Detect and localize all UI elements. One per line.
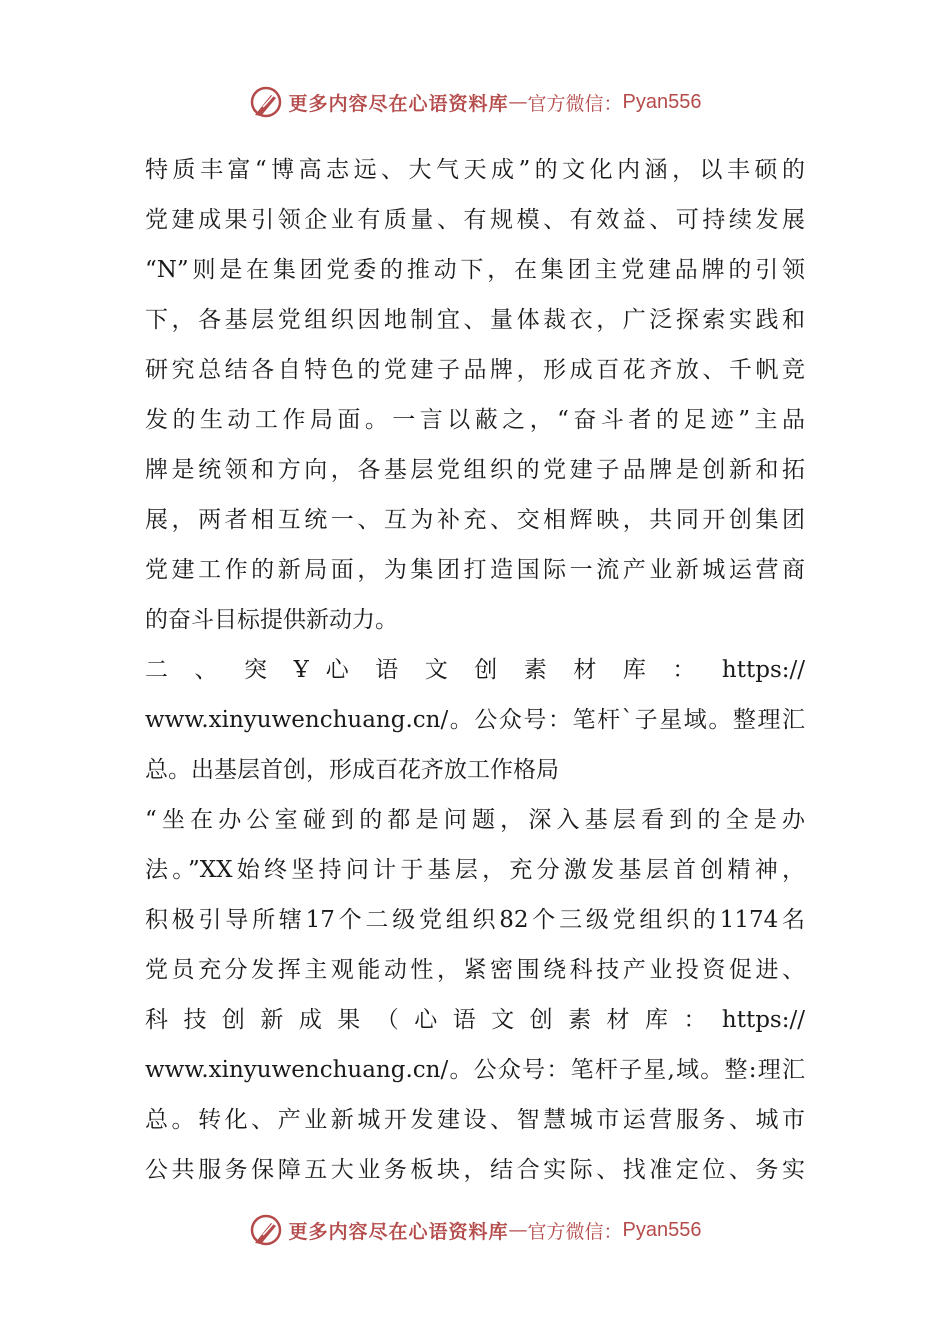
- footer-text: 更多内容尽在心语资料库: [288, 1220, 509, 1243]
- header-text: 更多内容尽在心语资料库: [288, 92, 509, 115]
- header-wechat-label: 官方微信：: [527, 92, 623, 115]
- header-banner: [0, 82, 950, 122]
- footer-banner: [0, 1210, 950, 1250]
- body-line: 法。”XX始终坚持问计于基层，充分激发基层首创精神，: [145, 857, 805, 883]
- footer-wechat-id: Pyan556: [622, 1218, 702, 1241]
- body-line: 特质丰富“博高志远、大气天成”的文化内涵，以丰硕的: [145, 157, 805, 183]
- footer-wechat-label: 官方微信：: [527, 1220, 623, 1243]
- body-line: 研究总结各自特色的党建子品牌，形成百花齐放、千帆竞: [145, 357, 805, 383]
- body-line: 发的生动工作局面。一言以蔽之，“奋斗者的足迹”主品: [145, 407, 805, 433]
- pen-logo-icon: [249, 85, 283, 119]
- body-line: 党建工作的新局面，为集团打造国际一流产业新城运营商: [145, 557, 805, 583]
- body-line: 的奋斗目标提供新动力。: [145, 607, 398, 633]
- header-wechat-id: Pyan556: [622, 90, 702, 113]
- section-heading-line: 二 、 突 Ұ 心 语 文 创 素 材 库 ： https://: [145, 657, 805, 683]
- body-line: 党员充分发挥主观能动性，紧密围绕科技产业投资促进、: [145, 957, 805, 983]
- header-separator: —: [508, 91, 528, 113]
- body-line: 展，两者相互统一、互为补充、交相辉映，共同开创集团: [145, 507, 805, 533]
- body-line: 党建成果引领企业有质量、有规模、有效益、可持续发展: [145, 207, 805, 233]
- body-line: 总。出基层首创，形成百花齐放工作格局: [145, 757, 559, 783]
- body-line: 科 技 创 新 成 果 （ 心 语 文 创 素 材 库 ： https://: [145, 1007, 805, 1033]
- footer-separator: —: [508, 1219, 528, 1241]
- body-line: 积极引导所辖17个二级党组织82个三级党组织的1174名: [145, 907, 805, 933]
- body-line: 总。转化、产业新城开发建设、智慧城市运营服务、城市: [145, 1107, 805, 1133]
- body-line: “N”则是在集团党委的推动下，在集团主党建品牌的引领: [145, 257, 805, 283]
- body-line: 下，各基层党组织因地制宜、量体裁衣，广泛探索实践和: [145, 307, 805, 333]
- body-line: “坐在办公室碰到的都是问题，深入基层看到的全是办: [145, 807, 805, 833]
- body-line: www.xinyuwenchuang.cn/。公众号：笔杆子星,域。整:理汇: [145, 1057, 805, 1083]
- body-line: 公共服务保障五大业务板块，结合实际、找准定位、务实: [145, 1157, 805, 1183]
- pen-logo-icon: [249, 1213, 283, 1247]
- body-line: 牌是统领和方向，各基层党组织的党建子品牌是创新和拓: [145, 457, 805, 483]
- document-body: [145, 145, 805, 1195]
- body-line: www.xinyuwenchuang.cn/。公众号：笔杆`子星域。整理汇: [145, 707, 805, 733]
